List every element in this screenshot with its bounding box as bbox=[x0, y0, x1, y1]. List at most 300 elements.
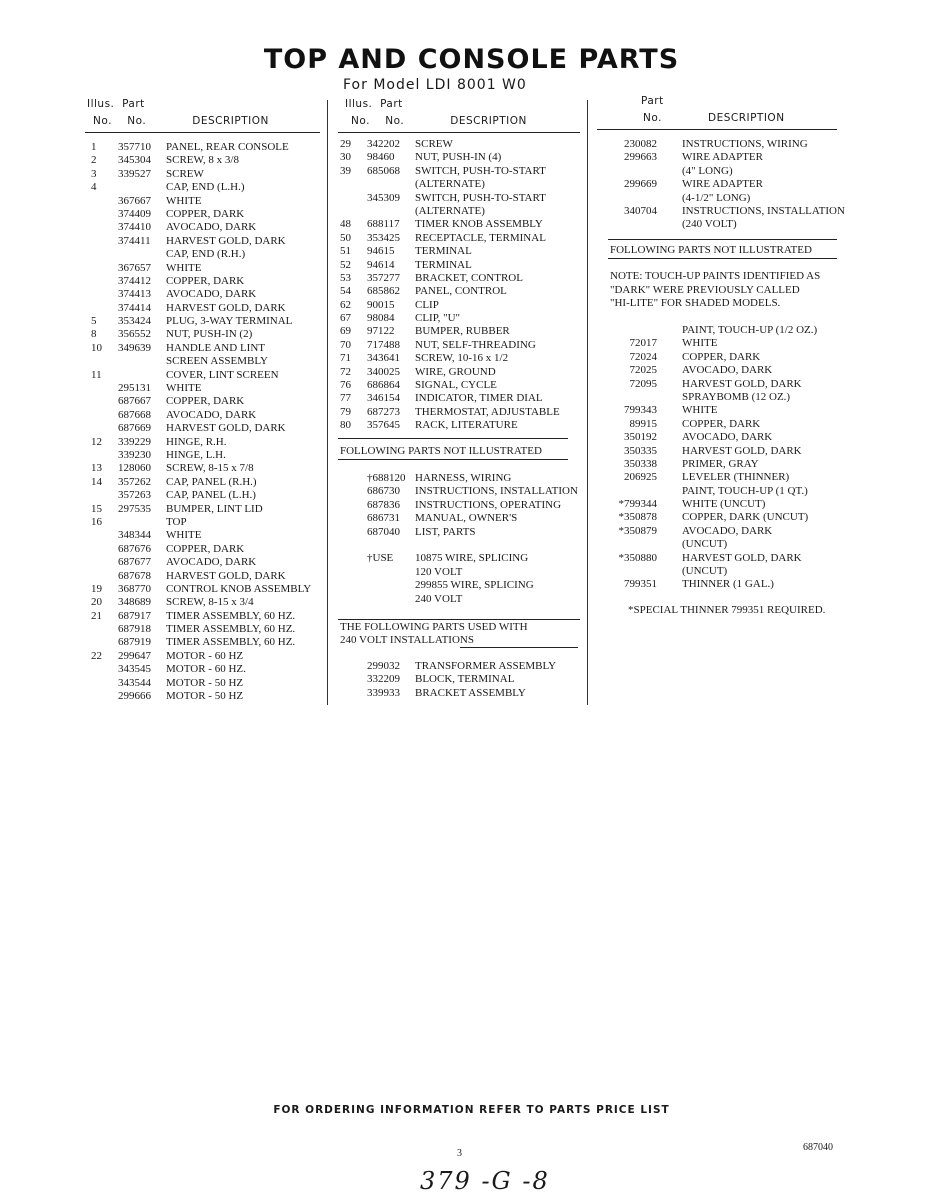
description: CAP, PANEL (L.H.) bbox=[166, 489, 256, 502]
table-row bbox=[91, 275, 323, 288]
handwritten-note: 379 -G -8 bbox=[420, 1167, 550, 1195]
description: 10875 WIRE, SPLICING bbox=[415, 552, 529, 565]
description: COPPER, DARK bbox=[682, 350, 761, 363]
part-no: 799343 bbox=[624, 404, 657, 417]
table-row bbox=[340, 687, 585, 700]
table-row bbox=[340, 151, 585, 164]
table-row bbox=[597, 431, 857, 444]
illus-no: 2 bbox=[91, 154, 97, 167]
part-no: *350879 bbox=[618, 524, 657, 537]
part-no: 353425 bbox=[367, 231, 400, 244]
table-row bbox=[340, 660, 585, 673]
col3-not-illustrated-heading: FOLLOWING PARTS NOT ILLUSTRATED bbox=[610, 244, 812, 256]
table-row bbox=[91, 288, 323, 301]
table-row bbox=[597, 471, 857, 484]
page-number: 3 bbox=[457, 1148, 462, 1159]
description: TERMINAL bbox=[415, 258, 472, 271]
table-row bbox=[91, 195, 323, 208]
part-no: 345304 bbox=[118, 154, 151, 167]
col2-section1-rule-bottom bbox=[338, 459, 568, 460]
description: MANUAL, OWNER'S bbox=[415, 512, 518, 525]
table-row bbox=[340, 673, 585, 686]
table-row bbox=[340, 366, 585, 379]
table-row bbox=[91, 235, 323, 248]
description: CLIP bbox=[415, 298, 439, 311]
description: 299855 WIRE, SPLICING bbox=[415, 579, 534, 592]
table-row bbox=[340, 285, 585, 298]
description: BRACKET, CONTROL bbox=[415, 271, 523, 284]
part-no: 98084 bbox=[367, 312, 395, 325]
description: HARVEST GOLD, DARK bbox=[166, 569, 286, 582]
description: PANEL, CONTROL bbox=[415, 285, 507, 298]
part-no: 799351 bbox=[624, 578, 657, 591]
part-no: 374413 bbox=[118, 288, 151, 301]
table-row bbox=[340, 485, 585, 498]
description: LIST, PARTS bbox=[415, 525, 476, 538]
col3-header-top: Part bbox=[641, 95, 664, 107]
table-row bbox=[91, 369, 323, 382]
illus-no: 76 bbox=[340, 379, 351, 392]
part-no: 346154 bbox=[367, 392, 400, 405]
col3-note-line-3: "HI-LITE" FOR SHADED MODELS. bbox=[610, 297, 781, 309]
description: WIRE ADAPTER bbox=[682, 151, 763, 164]
table-row bbox=[340, 218, 585, 231]
table-row bbox=[91, 342, 323, 355]
illus-no: 80 bbox=[340, 419, 351, 432]
part-no: 687678 bbox=[118, 569, 151, 582]
part-no: 350192 bbox=[624, 431, 657, 444]
description: SIGNAL, CYCLE bbox=[415, 379, 497, 392]
description: AVOCADO, DARK bbox=[166, 288, 257, 301]
part-no: 368770 bbox=[118, 582, 151, 595]
table-row bbox=[597, 485, 857, 498]
table-row bbox=[340, 339, 585, 352]
table-row bbox=[340, 512, 585, 525]
description: (4" LONG) bbox=[682, 164, 733, 177]
part-no: 72017 bbox=[629, 337, 657, 350]
table-row bbox=[340, 406, 585, 419]
col3-rule-bottom bbox=[608, 258, 837, 259]
part-no: 340025 bbox=[367, 365, 400, 378]
description: COPPER, DARK bbox=[682, 417, 761, 430]
part-no: 353424 bbox=[118, 315, 151, 328]
table-row bbox=[340, 138, 585, 151]
description: COPPER, DARK bbox=[166, 274, 245, 287]
illus-no: 5 bbox=[91, 315, 97, 328]
description: HANDLE AND LINT bbox=[166, 341, 265, 354]
table-row bbox=[91, 516, 323, 529]
description: LEVELER (THINNER) bbox=[682, 471, 790, 484]
part-no: 297535 bbox=[118, 502, 151, 515]
col2-header-rule bbox=[338, 132, 580, 133]
table-row bbox=[91, 382, 323, 395]
part-no: 348689 bbox=[118, 596, 151, 609]
table-row bbox=[91, 315, 323, 328]
table-row bbox=[91, 570, 323, 583]
table-row bbox=[91, 650, 323, 663]
description: WHITE bbox=[166, 194, 202, 207]
description: NUT, PUSH-IN (4) bbox=[415, 151, 502, 164]
part-no: 72024 bbox=[629, 350, 657, 363]
table-row bbox=[340, 259, 585, 272]
illus-no: 52 bbox=[340, 258, 351, 271]
description: PLUG, 3-WAY TERMINAL bbox=[166, 315, 293, 328]
table-row bbox=[91, 690, 323, 703]
col1-parts-list bbox=[91, 141, 323, 703]
part-no: 350338 bbox=[624, 457, 657, 470]
description: TIMER KNOB ASSEMBLY bbox=[415, 218, 543, 231]
col2-section2-rule-top bbox=[338, 619, 580, 620]
description: NUT, PUSH-IN (2) bbox=[166, 328, 253, 341]
col2-240v-heading-line1: THE FOLLOWING PARTS USED WITH bbox=[340, 621, 528, 633]
illus-no: 54 bbox=[340, 285, 351, 298]
col1-header-bottom: No. No. DESCRIPTION bbox=[93, 115, 269, 127]
part-no: 374412 bbox=[118, 274, 151, 287]
col1-header-rule bbox=[85, 132, 320, 133]
illus-no: 8 bbox=[91, 328, 97, 341]
description: INSTRUCTIONS, INSTALLATION bbox=[415, 485, 578, 498]
table-row bbox=[340, 299, 585, 312]
table-row bbox=[597, 205, 857, 218]
description: MOTOR - 50 HZ bbox=[166, 690, 244, 703]
description: COVER, LINT SCREEN bbox=[166, 368, 279, 381]
description: WHITE bbox=[166, 382, 202, 395]
column-divider-right bbox=[587, 100, 588, 705]
part-no: 688117 bbox=[367, 218, 400, 231]
description: SWITCH, PUSH-TO-START bbox=[415, 164, 546, 177]
description: CAP, END (L.H.) bbox=[166, 181, 245, 194]
col3-parts-list bbox=[597, 138, 857, 232]
part-no: 299663 bbox=[624, 151, 657, 164]
description: SCREW, 8 x 3/8 bbox=[166, 154, 239, 167]
description: COPPER, DARK (UNCUT) bbox=[682, 511, 809, 524]
table-row bbox=[597, 218, 857, 231]
description: THERMOSTAT, ADJUSTABLE bbox=[415, 405, 560, 418]
part-no: 348344 bbox=[118, 529, 151, 542]
table-row bbox=[597, 324, 857, 337]
table-row bbox=[91, 181, 323, 194]
part-no: 90015 bbox=[367, 298, 395, 311]
part-no: 345309 bbox=[367, 191, 400, 204]
table-row bbox=[340, 566, 585, 579]
table-row bbox=[91, 462, 323, 475]
part-no: 340704 bbox=[624, 204, 657, 217]
description: SPRAYBOMB (12 OZ.) bbox=[682, 390, 791, 403]
part-no: 89915 bbox=[629, 417, 657, 430]
table-row bbox=[91, 208, 323, 221]
part-no: 357277 bbox=[367, 271, 400, 284]
table-row bbox=[340, 539, 585, 552]
part-no: 97122 bbox=[367, 325, 395, 338]
part-no: 343641 bbox=[367, 352, 400, 365]
description: WHITE bbox=[682, 337, 718, 350]
col2-header-bottom: No. No. DESCRIPTION bbox=[351, 115, 527, 127]
table-row bbox=[91, 436, 323, 449]
illus-no: 13 bbox=[91, 462, 102, 475]
table-row bbox=[91, 248, 323, 261]
table-row bbox=[340, 392, 585, 405]
table-row bbox=[91, 141, 323, 154]
col2-240v-list bbox=[340, 660, 585, 700]
description: 240 VOLT bbox=[415, 592, 463, 605]
col3-paint-list bbox=[597, 324, 857, 592]
table-row bbox=[340, 272, 585, 285]
description: INSTRUCTIONS, OPERATING bbox=[415, 498, 562, 511]
table-row bbox=[91, 663, 323, 676]
part-no: 128060 bbox=[118, 462, 151, 475]
description: SCREW bbox=[166, 167, 204, 180]
illus-no: 1 bbox=[91, 141, 97, 153]
part-no: 687667 bbox=[118, 395, 151, 408]
part-no: 72095 bbox=[629, 377, 657, 390]
part-no: 299669 bbox=[624, 178, 657, 191]
table-row bbox=[597, 351, 857, 364]
table-row bbox=[597, 458, 857, 471]
description: TIMER ASSEMBLY, 60 HZ. bbox=[166, 623, 296, 636]
table-row bbox=[91, 596, 323, 609]
part-no: †688120 bbox=[367, 472, 406, 484]
description: PANEL, REAR CONSOLE bbox=[166, 141, 289, 153]
part-no: 94615 bbox=[367, 245, 395, 258]
table-row bbox=[597, 391, 857, 404]
description: SWITCH, PUSH-TO-START bbox=[415, 191, 546, 204]
table-row bbox=[340, 325, 585, 338]
table-row bbox=[597, 511, 857, 524]
part-no: 687676 bbox=[118, 542, 151, 555]
table-row bbox=[597, 404, 857, 417]
description: AVOCADO, DARK bbox=[682, 431, 773, 444]
illus-no: 53 bbox=[340, 271, 351, 284]
part-no: 685862 bbox=[367, 285, 400, 298]
col1-header-top: Illus. Part bbox=[87, 98, 145, 110]
description: WHITE (UNCUT) bbox=[682, 498, 766, 511]
table-row bbox=[340, 205, 585, 218]
description: BUMPER, LINT LID bbox=[166, 502, 263, 515]
part-no: †USE bbox=[367, 552, 394, 565]
description: PAINT, TOUCH-UP (1 QT.) bbox=[682, 484, 808, 497]
illus-no: 29 bbox=[340, 138, 351, 150]
description: WHITE bbox=[166, 261, 202, 274]
table-row bbox=[340, 379, 585, 392]
table-row bbox=[597, 165, 857, 178]
description: COPPER, DARK bbox=[166, 395, 245, 408]
col3-header-bottom: No. DESCRIPTION bbox=[643, 112, 785, 124]
table-row bbox=[91, 677, 323, 690]
part-no: 357263 bbox=[118, 489, 151, 502]
part-no: 299666 bbox=[118, 690, 151, 703]
table-row bbox=[597, 565, 857, 578]
description: CONTROL KNOB ASSEMBLY bbox=[166, 582, 312, 595]
table-row bbox=[340, 245, 585, 258]
table-row bbox=[91, 503, 323, 516]
description: WHITE bbox=[166, 529, 202, 542]
col3-footnote: *SPECIAL THINNER 799351 REQUIRED. bbox=[628, 604, 826, 616]
part-no: 687917 bbox=[118, 609, 151, 622]
part-no: 339230 bbox=[118, 448, 151, 461]
description: CLIP, "U" bbox=[415, 312, 461, 325]
description: CAP, PANEL (R.H.) bbox=[166, 475, 257, 488]
illus-no: 16 bbox=[91, 515, 102, 528]
model-subtitle: For Model LDI 8001 W0 bbox=[343, 77, 527, 93]
illus-no: 62 bbox=[340, 298, 351, 311]
table-row bbox=[597, 418, 857, 431]
table-row bbox=[597, 178, 857, 191]
illus-no: 69 bbox=[340, 325, 351, 338]
part-no: 357645 bbox=[367, 419, 400, 432]
part-no: 72025 bbox=[629, 364, 657, 377]
table-row bbox=[340, 552, 585, 565]
description: RECEPTACLE, TERMINAL bbox=[415, 231, 546, 244]
table-row bbox=[91, 529, 323, 542]
col2-240v-heading-line2: 240 VOLT INSTALLATIONS bbox=[340, 634, 474, 646]
table-row bbox=[91, 543, 323, 556]
description: (4-1/2" LONG) bbox=[682, 191, 751, 204]
description: AVOCADO, DARK bbox=[682, 524, 773, 537]
description: HINGE, L.H. bbox=[166, 448, 226, 461]
part-no: 339933 bbox=[367, 686, 400, 699]
description: CAP, END (R.H.) bbox=[166, 248, 246, 261]
table-row bbox=[91, 476, 323, 489]
description: NUT, SELF-THREADING bbox=[415, 338, 536, 351]
description: TIMER ASSEMBLY, 60 HZ. bbox=[166, 609, 296, 622]
description: (240 VOLT) bbox=[682, 218, 737, 231]
table-row bbox=[340, 232, 585, 245]
description: WIRE ADAPTER bbox=[682, 178, 763, 191]
illus-no: 22 bbox=[91, 649, 102, 662]
table-row bbox=[91, 355, 323, 368]
description: MOTOR - 50 HZ bbox=[166, 676, 244, 689]
description: TOP bbox=[166, 515, 187, 528]
part-no: 342202 bbox=[367, 138, 400, 150]
part-no: 374414 bbox=[118, 301, 151, 314]
description: SCREW, 8-15 x 7/8 bbox=[166, 462, 254, 475]
part-no: *350880 bbox=[618, 551, 657, 564]
table-row bbox=[91, 623, 323, 636]
illus-no: 14 bbox=[91, 475, 102, 488]
description: SCREEN ASSEMBLY bbox=[166, 355, 268, 368]
part-no: 367657 bbox=[118, 261, 151, 274]
part-no: 374411 bbox=[118, 234, 151, 247]
ordering-info-footer: FOR ORDERING INFORMATION REFER TO PARTS PRICE LIST bbox=[273, 1104, 670, 1116]
part-no: 686864 bbox=[367, 379, 400, 392]
part-no: 367667 bbox=[118, 194, 151, 207]
description: TERMINAL bbox=[415, 245, 472, 258]
part-no: 687273 bbox=[367, 405, 400, 418]
part-no: 206925 bbox=[624, 471, 657, 484]
table-row bbox=[597, 525, 857, 538]
table-row bbox=[340, 178, 585, 191]
table-row bbox=[340, 165, 585, 178]
description: COPPER, DARK bbox=[166, 542, 245, 555]
illus-no: 71 bbox=[340, 352, 351, 365]
col2-not-illustrated-list bbox=[340, 472, 585, 606]
part-no: 94614 bbox=[367, 258, 395, 271]
illus-no: 3 bbox=[91, 167, 97, 180]
col3-header-rule bbox=[597, 129, 837, 130]
col2-section2-rule-bottom bbox=[460, 647, 578, 648]
column-divider-left bbox=[327, 100, 328, 705]
part-no: 687677 bbox=[118, 556, 151, 569]
description: AVOCADO, DARK bbox=[166, 221, 257, 234]
table-row bbox=[597, 538, 857, 551]
illus-no: 12 bbox=[91, 435, 102, 448]
part-no: 686730 bbox=[367, 485, 400, 498]
part-no: 357710 bbox=[118, 141, 151, 153]
col3-note-line-2: "DARK" WERE PREVIOUSLY CALLED bbox=[610, 284, 800, 296]
table-row bbox=[340, 352, 585, 365]
table-row bbox=[91, 489, 323, 502]
illus-no: 51 bbox=[340, 245, 351, 258]
description: (ALTERNATE) bbox=[415, 178, 485, 191]
description: TIMER ASSEMBLY, 60 HZ. bbox=[166, 636, 296, 649]
table-row bbox=[340, 312, 585, 325]
part-no: 343545 bbox=[118, 663, 151, 676]
illus-no: 79 bbox=[340, 405, 351, 418]
table-row bbox=[597, 498, 857, 511]
description: (UNCUT) bbox=[682, 538, 728, 551]
table-row bbox=[91, 409, 323, 422]
part-no: 687668 bbox=[118, 408, 151, 421]
description: HARVEST GOLD, DARK bbox=[682, 377, 802, 390]
col3-note-line-1: NOTE: TOUCH-UP PAINTS IDENTIFIED AS bbox=[610, 270, 821, 282]
illus-no: 21 bbox=[91, 609, 102, 622]
table-row bbox=[340, 499, 585, 512]
illus-no: 67 bbox=[340, 312, 351, 325]
table-row bbox=[91, 154, 323, 167]
table-row bbox=[597, 378, 857, 391]
illus-no: 19 bbox=[91, 582, 102, 595]
col3-rule-top bbox=[608, 239, 837, 240]
description: WIRE, GROUND bbox=[415, 365, 496, 378]
table-row bbox=[597, 138, 857, 151]
illus-no: 11 bbox=[91, 368, 102, 381]
part-no: 98460 bbox=[367, 151, 395, 164]
description: INDICATOR, TIMER DIAL bbox=[415, 392, 543, 405]
table-row bbox=[340, 192, 585, 205]
description: AVOCADO, DARK bbox=[166, 408, 257, 421]
illus-no: 4 bbox=[91, 181, 97, 194]
description: RACK, LITERATURE bbox=[415, 419, 518, 432]
part-no: 356552 bbox=[118, 328, 151, 341]
part-no: 350335 bbox=[624, 444, 657, 457]
part-no: *799344 bbox=[618, 498, 657, 511]
document-number: 687040 bbox=[803, 1142, 833, 1153]
table-row bbox=[91, 449, 323, 462]
description: PAINT, TOUCH-UP (1/2 OZ.) bbox=[682, 324, 818, 336]
page-title: TOP AND CONSOLE PARTS bbox=[263, 44, 680, 75]
table-row bbox=[91, 636, 323, 649]
table-row bbox=[340, 472, 585, 485]
illus-no: 39 bbox=[340, 164, 351, 177]
description: (ALTERNATE) bbox=[415, 204, 485, 217]
part-no: 687040 bbox=[367, 525, 400, 538]
part-no: 230082 bbox=[624, 138, 657, 150]
part-no: 687918 bbox=[118, 623, 151, 636]
part-no: 374409 bbox=[118, 207, 151, 220]
part-no: 687836 bbox=[367, 498, 400, 511]
description: HARVEST GOLD, DARK bbox=[166, 234, 286, 247]
table-row bbox=[91, 556, 323, 569]
table-row bbox=[597, 151, 857, 164]
table-row bbox=[597, 552, 857, 565]
description: THINNER (1 GAL.) bbox=[682, 578, 774, 591]
illus-no: 77 bbox=[340, 392, 351, 405]
description: INSTRUCTIONS, INSTALLATION bbox=[682, 204, 845, 217]
part-no: 357262 bbox=[118, 475, 151, 488]
description: TRANSFORMER ASSEMBLY bbox=[415, 660, 557, 672]
description: HARVEST GOLD, DARK bbox=[682, 444, 802, 457]
part-no: 299032 bbox=[367, 660, 400, 672]
